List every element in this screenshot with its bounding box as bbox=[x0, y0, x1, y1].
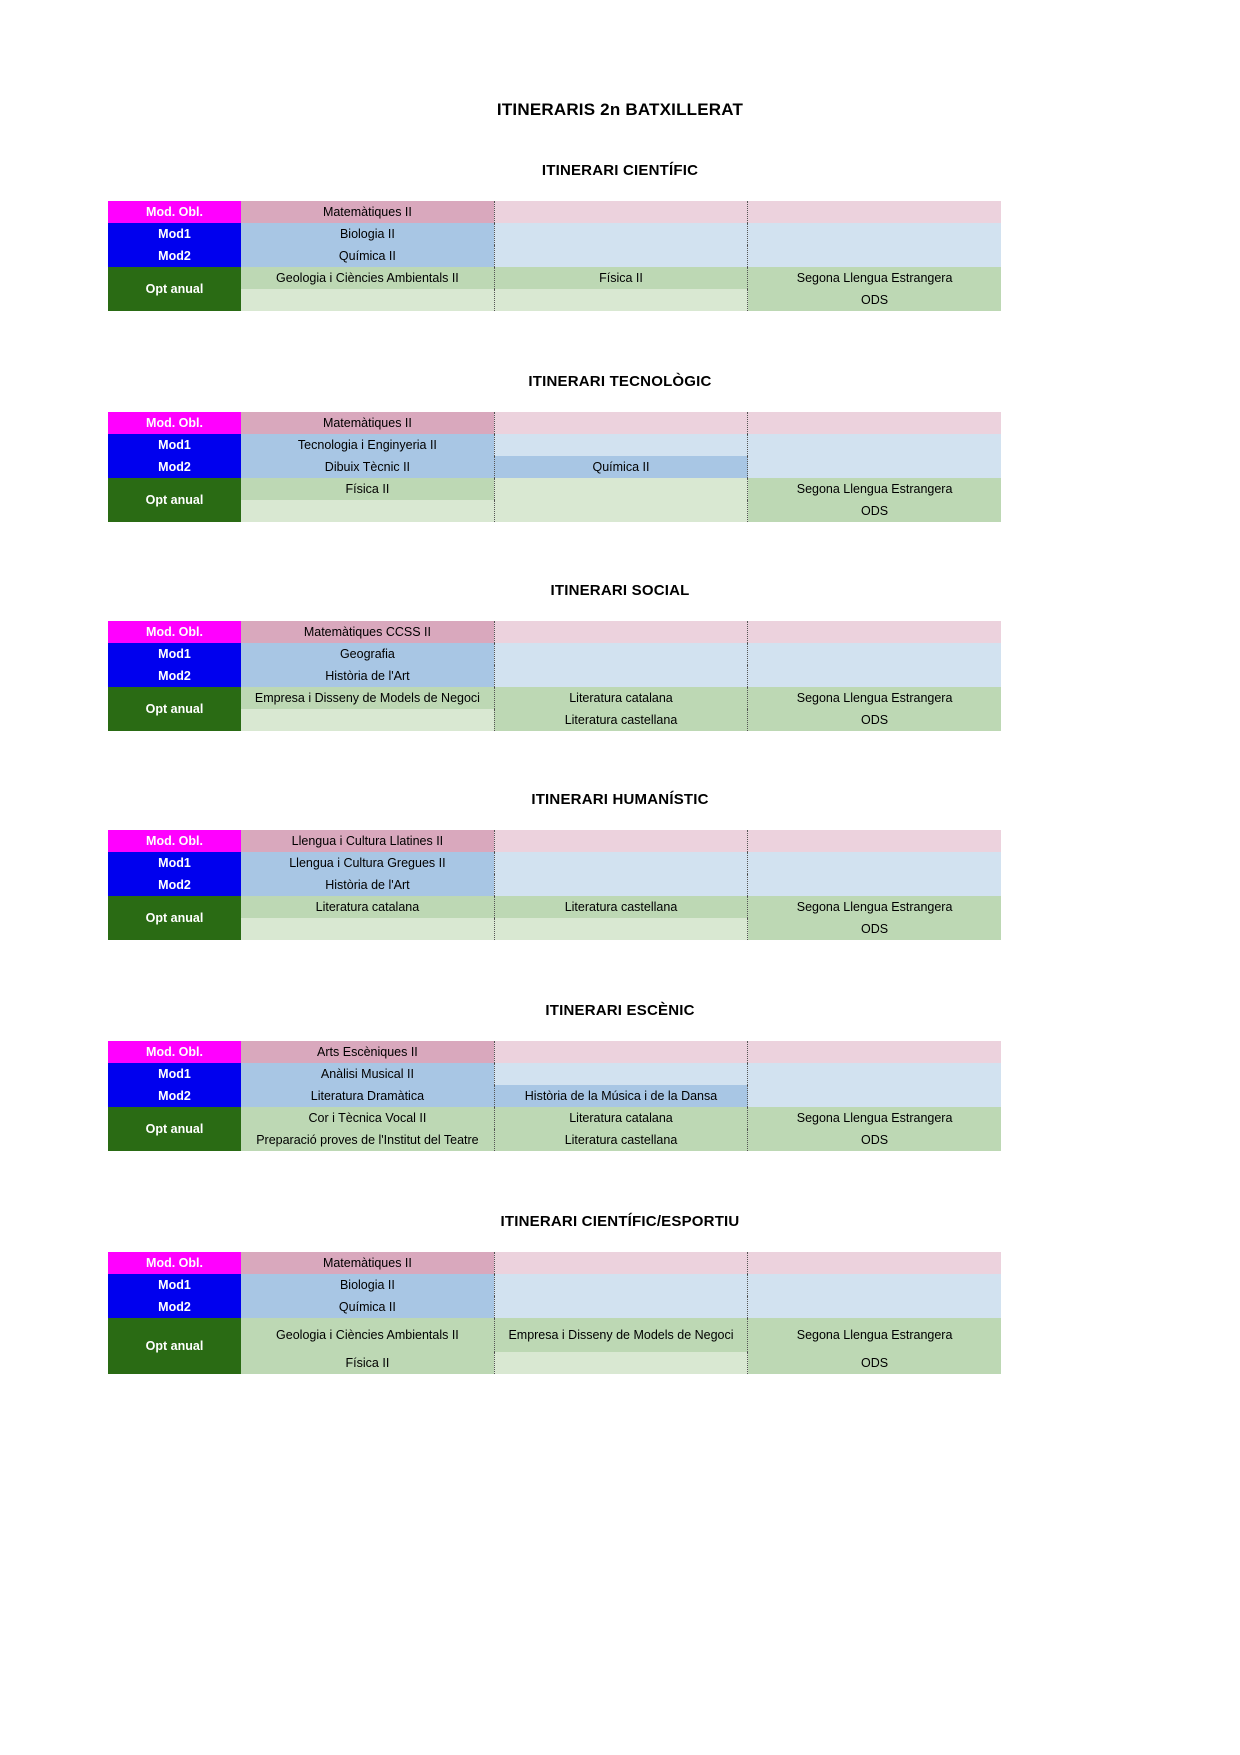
cell-mod2-col3 bbox=[748, 1085, 1001, 1107]
row-label-mod2: Mod2 bbox=[108, 245, 241, 267]
section-title-5: ITINERARI CIENTÍFIC/ESPORTIU bbox=[500, 1213, 740, 1230]
table-row bbox=[108, 874, 1001, 896]
cell-opt2-col3: ODS bbox=[748, 918, 1001, 940]
table-row bbox=[108, 412, 1001, 434]
cell-mod2-col2 bbox=[494, 245, 747, 267]
cell-mod-obl-col3 bbox=[748, 201, 1001, 223]
table-row bbox=[108, 621, 1001, 643]
row-label-mod-obl: Mod. Obl. bbox=[108, 1252, 241, 1274]
cell-opt1-col1: Física II bbox=[241, 478, 494, 500]
itinerary-section-3 bbox=[0, 731, 1240, 940]
row-label-opt-anual: Opt anual bbox=[108, 1107, 241, 1151]
cell-mod2-col1: Química II bbox=[241, 1296, 494, 1318]
row-label-mod-obl: Mod. Obl. bbox=[108, 201, 241, 223]
table-row bbox=[108, 1352, 1001, 1374]
itinerary-table-4 bbox=[108, 1041, 1001, 1151]
table-row bbox=[108, 1274, 1001, 1296]
row-label-mod1: Mod1 bbox=[108, 434, 241, 456]
cell-mod1-col1: Tecnologia i Enginyeria II bbox=[241, 434, 494, 456]
cell-opt2-col2 bbox=[494, 289, 747, 311]
cell-mod2-col2: Química II bbox=[494, 456, 747, 478]
cell-mod1-col3 bbox=[748, 643, 1001, 665]
cell-mod1-col2 bbox=[494, 852, 747, 874]
table-row bbox=[108, 456, 1001, 478]
table-row bbox=[108, 687, 1001, 709]
table-row bbox=[108, 1252, 1001, 1274]
cell-opt1-col1: Empresa i Disseny de Models de Negoci bbox=[241, 687, 494, 709]
row-label-mod1: Mod1 bbox=[108, 1063, 241, 1085]
itinerary-section-1 bbox=[0, 311, 1240, 522]
table-row bbox=[108, 1296, 1001, 1318]
cell-opt1-col2: Literatura catalana bbox=[494, 1107, 747, 1129]
row-label-mod1: Mod1 bbox=[108, 223, 241, 245]
table-row bbox=[108, 1129, 1001, 1151]
cell-mod-obl-col3 bbox=[748, 1041, 1001, 1063]
section-title-3: ITINERARI HUMANÍSTIC bbox=[531, 791, 709, 808]
table-row bbox=[108, 1085, 1001, 1107]
cell-opt1-col3: Segona Llengua Estrangera bbox=[748, 687, 1001, 709]
cell-mod-obl-col1: Arts Escèniques II bbox=[241, 1041, 494, 1063]
cell-opt2-col2 bbox=[494, 918, 747, 940]
row-label-mod-obl: Mod. Obl. bbox=[108, 830, 241, 852]
cell-opt2-col3: ODS bbox=[748, 500, 1001, 522]
itinerary-table-1 bbox=[108, 412, 1001, 522]
row-label-opt-anual: Opt anual bbox=[108, 478, 241, 522]
cell-mod1-col1: Biologia II bbox=[241, 1274, 494, 1296]
cell-mod-obl-col2 bbox=[494, 1041, 747, 1063]
cell-opt2-col2: Literatura castellana bbox=[494, 1129, 747, 1151]
itinerary-table-5 bbox=[108, 1252, 1001, 1374]
cell-opt2-col3: ODS bbox=[748, 709, 1001, 731]
row-label-mod1: Mod1 bbox=[108, 643, 241, 665]
table-row bbox=[108, 830, 1001, 852]
itinerary-section-5 bbox=[0, 1151, 1240, 1374]
cell-opt2-col2 bbox=[494, 500, 747, 522]
table-row bbox=[108, 201, 1001, 223]
cell-mod-obl-col2 bbox=[494, 1252, 747, 1274]
cell-mod2-col2 bbox=[494, 874, 747, 896]
cell-mod2-col2 bbox=[494, 1296, 747, 1318]
table-row bbox=[108, 500, 1001, 522]
cell-opt2-col2: Literatura castellana bbox=[494, 709, 747, 731]
table-row bbox=[108, 478, 1001, 500]
row-label-opt-anual: Opt anual bbox=[108, 267, 241, 311]
table-row bbox=[108, 643, 1001, 665]
cell-mod-obl-col1: Llengua i Cultura Llatines II bbox=[241, 830, 494, 852]
cell-opt1-col2 bbox=[494, 478, 747, 500]
cell-opt2-col1: Preparació proves de l'Institut del Teatre bbox=[241, 1129, 494, 1151]
cell-opt1-col2: Empresa i Disseny de Models de Negoci bbox=[494, 1318, 747, 1352]
section-title-1: ITINERARI TECNOLÒGIC bbox=[528, 373, 712, 390]
cell-opt1-col1: Geologia i Ciències Ambientals II bbox=[241, 267, 494, 289]
cell-mod1-col3 bbox=[748, 1063, 1001, 1085]
row-label-opt-anual: Opt anual bbox=[108, 687, 241, 731]
cell-mod1-col2 bbox=[494, 643, 747, 665]
itinerary-table-3 bbox=[108, 830, 1001, 940]
cell-mod2-col1: Dibuix Tècnic II bbox=[241, 456, 494, 478]
row-label-opt-anual: Opt anual bbox=[108, 896, 241, 940]
table-row bbox=[108, 245, 1001, 267]
cell-opt1-col1: Literatura catalana bbox=[241, 896, 494, 918]
cell-opt1-col2: Literatura castellana bbox=[494, 896, 747, 918]
cell-opt2-col3: ODS bbox=[748, 1129, 1001, 1151]
itinerary-table-2 bbox=[108, 621, 1001, 731]
cell-mod2-col3 bbox=[748, 245, 1001, 267]
table-row bbox=[108, 434, 1001, 456]
cell-opt1-col3: Segona Llengua Estrangera bbox=[748, 1107, 1001, 1129]
itinerary-section-2 bbox=[0, 522, 1240, 731]
row-label-mod-obl: Mod. Obl. bbox=[108, 621, 241, 643]
cell-mod-obl-col1: Matemàtiques CCSS II bbox=[241, 621, 494, 643]
cell-mod-obl-col3 bbox=[748, 621, 1001, 643]
cell-mod2-col1: Història de l'Art bbox=[241, 874, 494, 896]
section-title-0: ITINERARI CIENTÍFIC bbox=[541, 162, 699, 179]
table-row bbox=[108, 852, 1001, 874]
table-row bbox=[108, 1107, 1001, 1129]
row-label-mod2: Mod2 bbox=[108, 456, 241, 478]
cell-mod-obl-col1: Matemàtiques II bbox=[241, 201, 494, 223]
row-label-mod1: Mod1 bbox=[108, 852, 241, 874]
cell-opt1-col2: Física II bbox=[494, 267, 747, 289]
table-row bbox=[108, 1318, 1001, 1352]
row-label-mod1: Mod1 bbox=[108, 1274, 241, 1296]
cell-mod1-col1: Geografia bbox=[241, 643, 494, 665]
row-label-mod-obl: Mod. Obl. bbox=[108, 1041, 241, 1063]
cell-mod1-col3 bbox=[748, 223, 1001, 245]
cell-mod-obl-col2 bbox=[494, 830, 747, 852]
cell-mod2-col3 bbox=[748, 1296, 1001, 1318]
row-label-mod-obl: Mod. Obl. bbox=[108, 412, 241, 434]
cell-mod2-col2 bbox=[494, 665, 747, 687]
cell-opt2-col3: ODS bbox=[748, 1352, 1001, 1374]
cell-mod-obl-col2 bbox=[494, 621, 747, 643]
table-row bbox=[108, 709, 1001, 731]
cell-mod2-col2: Història de la Música i de la Dansa bbox=[494, 1085, 747, 1107]
itinerary-section-4 bbox=[0, 940, 1240, 1151]
cell-mod-obl-col1: Matemàtiques II bbox=[241, 412, 494, 434]
cell-mod2-col3 bbox=[748, 874, 1001, 896]
table-row bbox=[108, 665, 1001, 687]
page-title: ITINERARIS 2n BATXILLERAT bbox=[496, 100, 744, 119]
cell-mod-obl-col1: Matemàtiques II bbox=[241, 1252, 494, 1274]
cell-mod1-col2 bbox=[494, 434, 747, 456]
row-label-mod2: Mod2 bbox=[108, 665, 241, 687]
cell-opt2-col1 bbox=[241, 918, 494, 940]
cell-opt1-col1: Geologia i Ciències Ambientals II bbox=[241, 1318, 494, 1352]
table-row bbox=[108, 289, 1001, 311]
cell-mod1-col3 bbox=[748, 1274, 1001, 1296]
itinerary-table-0 bbox=[108, 201, 1001, 311]
table-row bbox=[108, 896, 1001, 918]
cell-mod1-col3 bbox=[748, 434, 1001, 456]
table-row bbox=[108, 267, 1001, 289]
cell-mod-obl-col2 bbox=[494, 201, 747, 223]
cell-mod2-col3 bbox=[748, 456, 1001, 478]
row-label-mod2: Mod2 bbox=[108, 1296, 241, 1318]
cell-opt1-col2: Literatura catalana bbox=[494, 687, 747, 709]
cell-opt1-col3: Segona Llengua Estrangera bbox=[748, 1318, 1001, 1352]
table-row bbox=[108, 223, 1001, 245]
cell-opt1-col3: Segona Llengua Estrangera bbox=[748, 478, 1001, 500]
cell-mod2-col3 bbox=[748, 665, 1001, 687]
cell-opt2-col1: Física II bbox=[241, 1352, 494, 1374]
cell-opt2-col1 bbox=[241, 289, 494, 311]
row-label-mod2: Mod2 bbox=[108, 1085, 241, 1107]
section-title-4: ITINERARI ESCÈNIC bbox=[545, 1002, 695, 1019]
itinerary-section-0 bbox=[0, 120, 1240, 311]
cell-mod1-col2 bbox=[494, 223, 747, 245]
cell-mod1-col1: Biologia II bbox=[241, 223, 494, 245]
table-row bbox=[108, 1041, 1001, 1063]
cell-opt2-col1 bbox=[241, 500, 494, 522]
cell-mod1-col3 bbox=[748, 852, 1001, 874]
cell-mod-obl-col3 bbox=[748, 412, 1001, 434]
row-label-opt-anual: Opt anual bbox=[108, 1318, 241, 1374]
cell-mod1-col2 bbox=[494, 1063, 747, 1085]
cell-opt1-col3: Segona Llengua Estrangera bbox=[748, 267, 1001, 289]
cell-opt2-col2 bbox=[494, 1352, 747, 1374]
cell-mod2-col1: Història de l'Art bbox=[241, 665, 494, 687]
section-title-2: ITINERARI SOCIAL bbox=[550, 582, 690, 599]
table-row bbox=[108, 918, 1001, 940]
cell-mod1-col1: Llengua i Cultura Gregues II bbox=[241, 852, 494, 874]
cell-opt1-col1: Cor i Tècnica Vocal II bbox=[241, 1107, 494, 1129]
table-row bbox=[108, 1063, 1001, 1085]
cell-mod1-col2 bbox=[494, 1274, 747, 1296]
cell-opt2-col1 bbox=[241, 709, 494, 731]
cell-mod1-col1: Anàlisi Musical II bbox=[241, 1063, 494, 1085]
row-label-mod2: Mod2 bbox=[108, 874, 241, 896]
cell-mod-obl-col2 bbox=[494, 412, 747, 434]
cell-opt2-col3: ODS bbox=[748, 289, 1001, 311]
cell-mod2-col1: Química II bbox=[241, 245, 494, 267]
cell-opt1-col3: Segona Llengua Estrangera bbox=[748, 896, 1001, 918]
cell-mod-obl-col3 bbox=[748, 830, 1001, 852]
cell-mod-obl-col3 bbox=[748, 1252, 1001, 1274]
cell-mod2-col1: Literatura Dramàtica bbox=[241, 1085, 494, 1107]
